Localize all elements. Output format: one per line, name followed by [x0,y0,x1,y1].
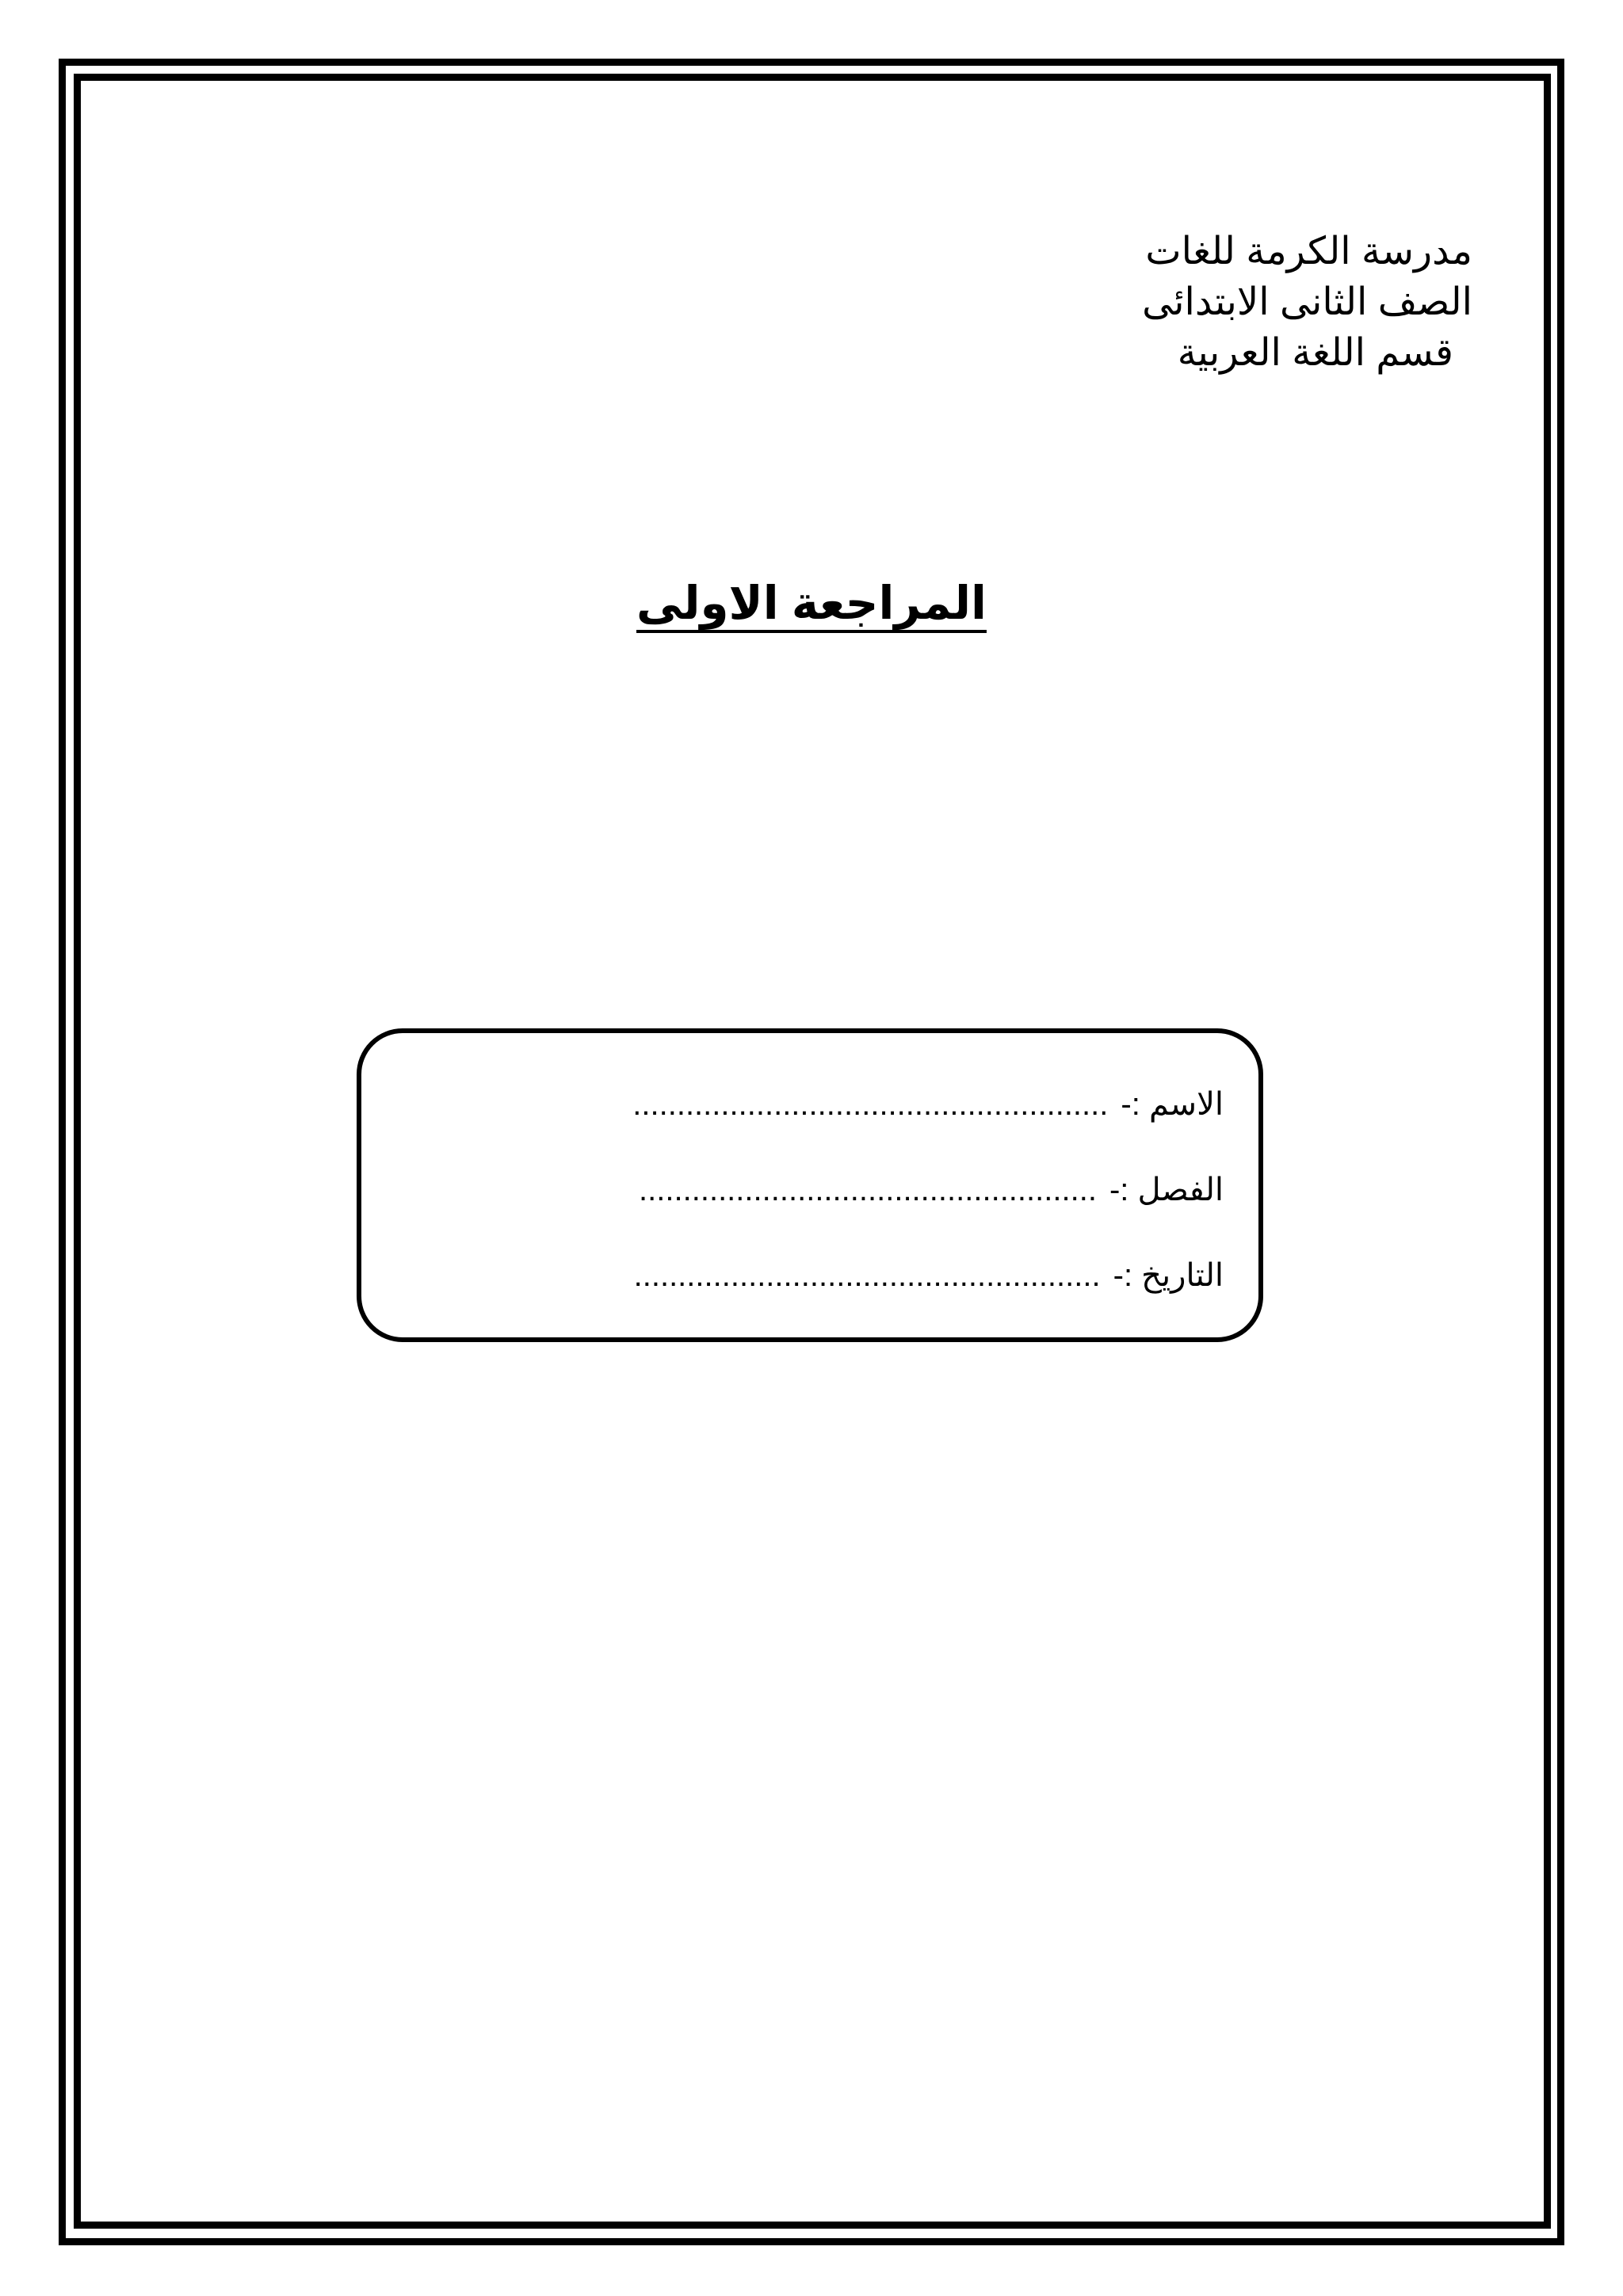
department-name: قسم اللغة العربية [1177,332,1453,374]
date-blank[interactable]: ..................................................... [633,1258,1101,1293]
document-title: المراجعة الاولى [636,578,987,629]
student-info-box [357,1028,1263,1342]
school-header [1142,227,1472,379]
name-label: الاسم :- [1121,1087,1224,1122]
date-field[interactable] [634,1253,1224,1298]
name-blank[interactable]: ...................................................... [632,1087,1109,1122]
grade-level: الصف الثانى الابتدائى [1142,281,1472,323]
class-field[interactable] [639,1168,1224,1212]
name-field[interactable] [632,1082,1224,1127]
class-label: الفصل :- [1109,1173,1224,1207]
document-title-container [0,572,1623,635]
school-name: مدرسة الكرمة للغات [1145,231,1472,273]
class-blank[interactable]: .................................................... [639,1173,1097,1207]
date-label: التاريخ :- [1113,1258,1224,1293]
